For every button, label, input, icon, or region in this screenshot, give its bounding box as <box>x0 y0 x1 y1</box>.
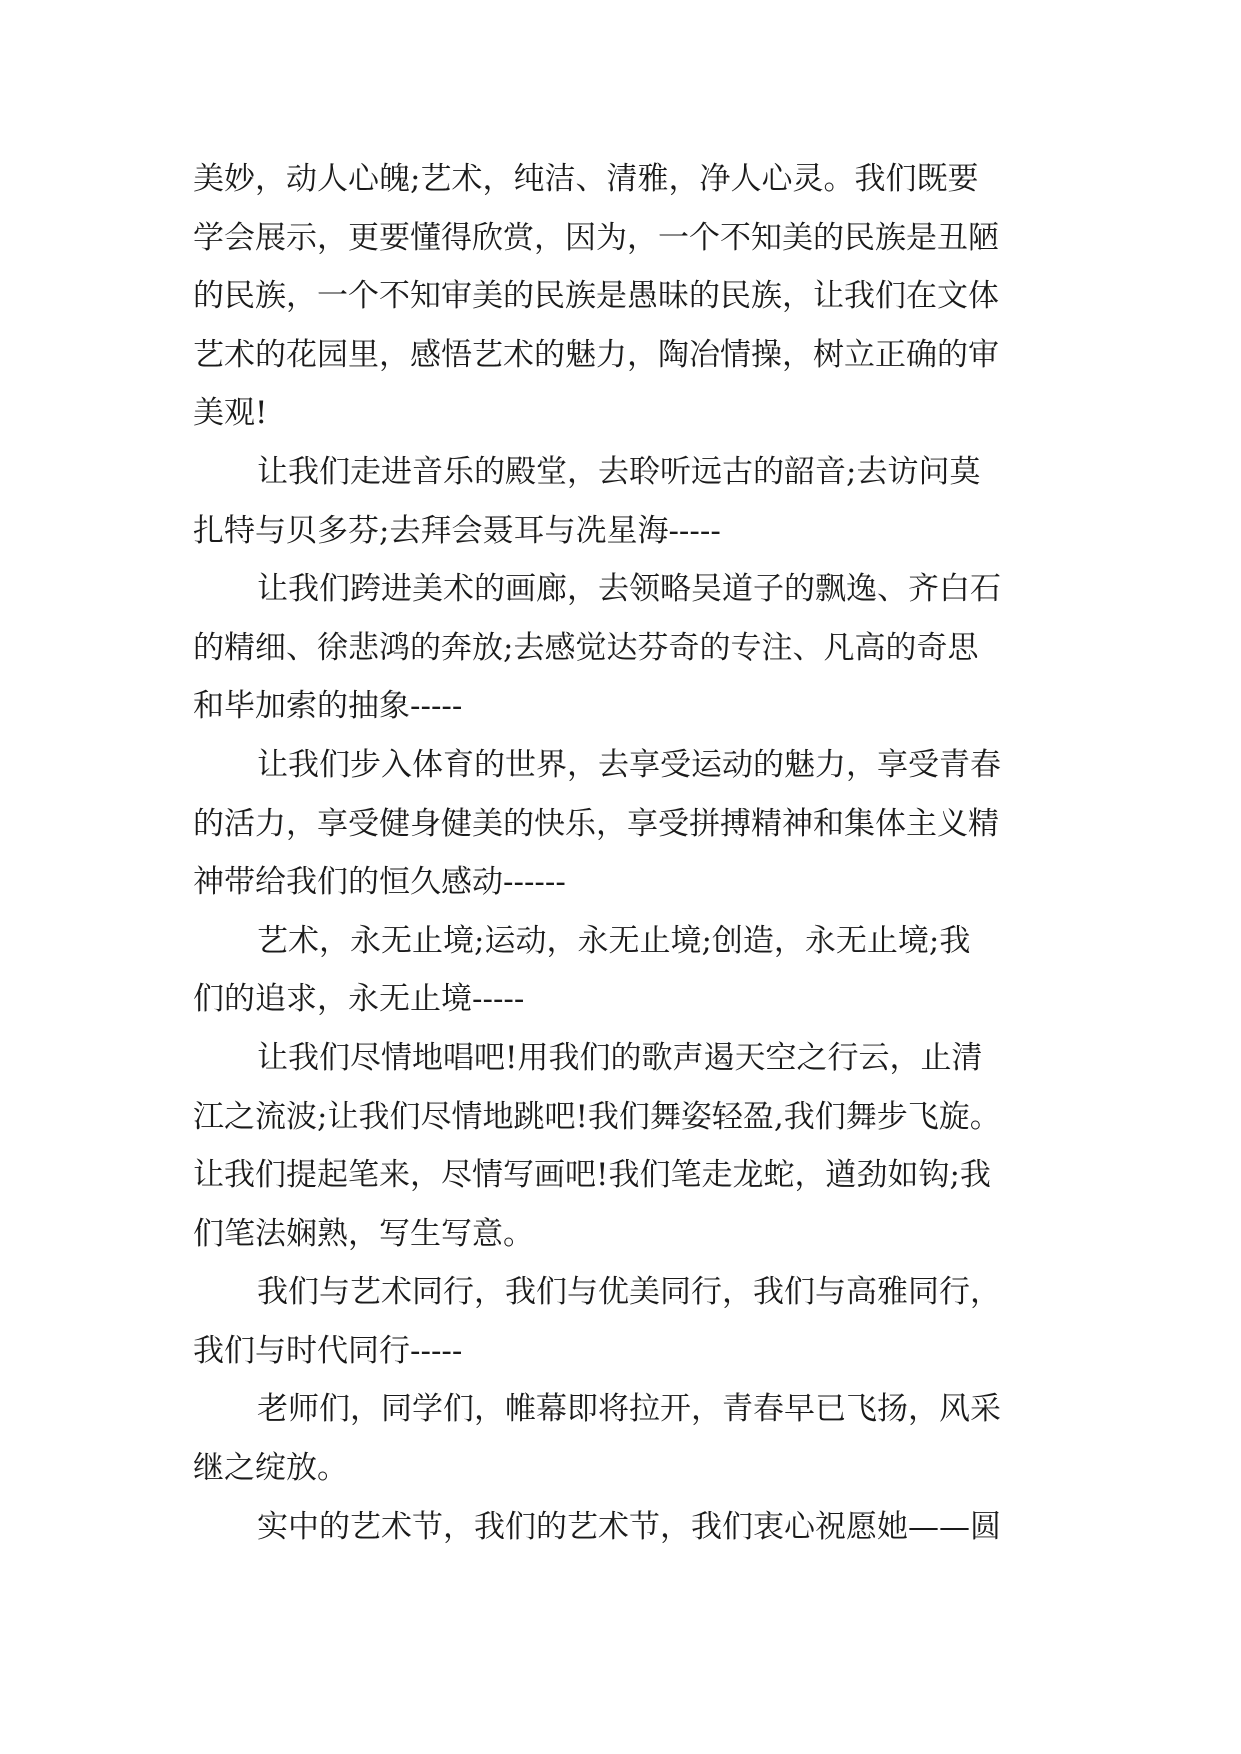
text-line: 让我们提起笔来，尽情写画吧!我们笔走龙蛇，遒劲如钩;我 <box>193 1157 991 1194</box>
text-line: 我们与时代同行----- <box>193 1332 463 1369</box>
text-line: 的民族，一个不知审美的民族是愚昧的民族，让我们在文体 <box>193 278 999 315</box>
text-line: 的活力，享受健身健美的快乐，享受拼搏精神和集体主义精 <box>193 805 999 842</box>
text-line: 扎特与贝多芬;去拜会聂耳与冼星海----- <box>193 512 721 549</box>
text-line: 艺术的花园里，感悟艺术的魅力，陶冶情操，树立正确的审 <box>193 336 999 373</box>
text-line: 神带给我们的恒久感动------ <box>193 864 566 901</box>
text-line: 美观! <box>193 395 268 432</box>
text-line: 实中的艺术节，我们的艺术节，我们衷心祝愿她——圆 <box>257 1508 1001 1545</box>
text-line: 让我们跨进美术的画廊，去领略吴道子的飘逸、齐白石 <box>257 571 1001 608</box>
text-line: 让我们走进音乐的殿堂，去聆听远古的韶音;去访问莫 <box>257 453 981 490</box>
text-line: 让我们尽情地唱吧!用我们的歌声遏天空之行云，止清 <box>257 1039 983 1076</box>
text-line: 们笔法娴熟，写生写意。 <box>193 1215 534 1252</box>
text-line: 江之流波;让我们尽情地跳吧!我们舞姿轻盈,我们舞步飞旋。 <box>193 1098 1001 1135</box>
text-line: 艺术，永无止境;运动，永无止境;创造，永无止境;我 <box>257 922 971 959</box>
text-line: 我们与艺术同行，我们与优美同行，我们与高雅同行， <box>257 1274 1001 1311</box>
text-line: 和毕加索的抽象----- <box>193 688 463 725</box>
text-line: 继之绽放。 <box>193 1450 348 1487</box>
text-line: 的精细、徐悲鸿的奔放;去感觉达芬奇的专注、凡高的奇思 <box>193 629 979 666</box>
text-line: 老师们，同学们，帷幕即将拉开，青春早已飞扬，风采 <box>257 1391 1001 1428</box>
text-line: 们的追求，永无止境----- <box>193 981 525 1018</box>
text-line: 让我们步入体育的世界，去享受运动的魅力，享受青春 <box>257 746 1001 783</box>
text-line: 学会展示，更要懂得欣赏，因为，一个不知美的民族是丑陋 <box>193 219 999 256</box>
document-page <box>193 150 1053 1556</box>
text-line: 美妙，动人心魄;艺术，纯洁、清雅，净人心灵。我们既要 <box>193 161 979 197</box>
